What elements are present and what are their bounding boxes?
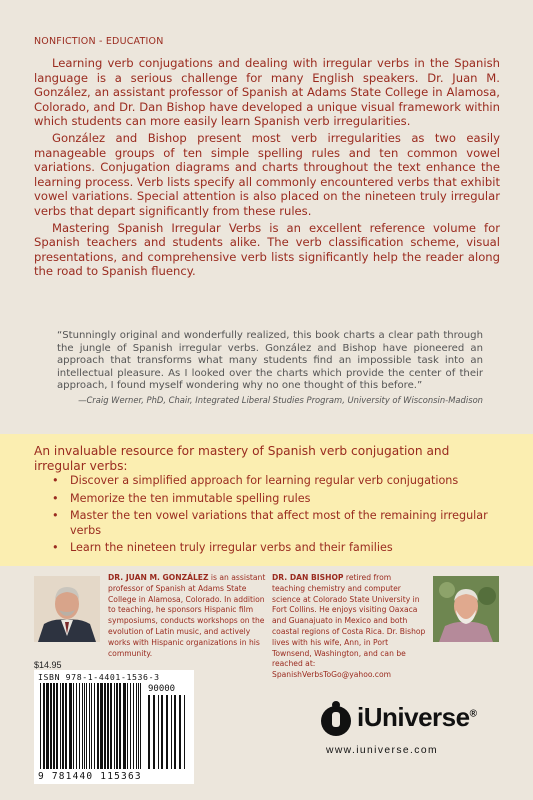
- quote-attribution: —Craig Werner, PhD, Chair, Integrated Liberal Studies Program, University of Wisconsin-Madison: [78, 394, 483, 405]
- bullet-icon: •: [52, 541, 59, 554]
- barcode-bar: [40, 683, 41, 769]
- barcode-bar: [110, 683, 112, 769]
- barcode-bar: [73, 683, 74, 769]
- book-description: [34, 56, 500, 281]
- barcode-bar: [158, 695, 159, 769]
- author-bio-bishop: [272, 573, 426, 681]
- barcode-bar: [136, 683, 137, 769]
- barcode-bar: [133, 683, 134, 769]
- feature-list: [52, 474, 502, 559]
- quote-text: “Stunningly original and wonderfully realized, this book charts a clear path through the jungle of Spanish irregular verbs. González and Bishop have pioneered an approach that transforms what many students find an impossible task into an intellectual pleasure. As I looked over the charts which provide the center of their approach, I found myself wondering why no one thought of this before.”: [57, 330, 483, 391]
- barcode-bar: [76, 683, 77, 769]
- barcode-bar: [97, 683, 99, 769]
- barcode-bar: [184, 695, 185, 769]
- barcode-bar: [56, 683, 58, 769]
- author-name: DR. DAN BISHOP: [272, 573, 344, 582]
- barcode-bar: [84, 683, 85, 769]
- barcode-bar: [69, 683, 72, 769]
- category-label: NONFICTION - EDUCATION: [34, 36, 164, 47]
- iuniverse-logo-icon: [318, 700, 354, 740]
- barcode-bar: [153, 695, 155, 769]
- barcode-bar: [123, 683, 126, 769]
- bullet-icon: •: [52, 474, 59, 487]
- list-item-text: Discover a simplified approach for learning regular verb conjugations: [70, 474, 459, 487]
- portrait-icon: [34, 576, 100, 642]
- price-label: $14.95: [34, 660, 62, 670]
- barcode-bar: [89, 683, 90, 769]
- publisher-name: [357, 702, 476, 733]
- list-item-text: Learn the nineteen truly irregular verbs and their families: [70, 541, 393, 554]
- isbn-barcode: [34, 670, 194, 784]
- barcode-bar: [171, 695, 172, 769]
- barcode-digits: 9 781440 115363: [38, 771, 142, 782]
- endorsement-quote: [57, 330, 483, 406]
- publisher-website: www.iuniverse.com: [326, 745, 438, 756]
- barcode-bar: [104, 683, 106, 769]
- barcode-bar: [179, 695, 181, 769]
- author-bio-text: retired from teaching chemistry and computer science at Colorado State University in Fort Collins. He enjoys visiting Oaxaca and Guanajuato in Mexico and both coastal regions of Costa Rica. Dr. Bishop lives with his wife, Ann, in Port Townsend, Washington, and can be reached at: SpanishVerbsToGo@yahoo.com: [272, 573, 426, 680]
- isbn-number: ISBN 978-1-4401-1536-3: [38, 672, 160, 682]
- barcode-bar: [114, 683, 115, 769]
- barcode-bar: [91, 683, 92, 769]
- list-item-text: Master the ten vowel variations that affect most of the remaining irregular verbs: [70, 509, 488, 537]
- highlight-title: An invaluable resource for mastery of Spanish verb conjugation and irregular verbs:: [34, 444, 450, 473]
- barcode-bar: [127, 683, 128, 769]
- bullet-icon: •: [52, 491, 59, 505]
- description-paragraph: González and Bishop present most verb irregularities as two easily manageable groups of ten simple spelling rules and ten common vowel variations. Conjugation diagrams and charts throughout the text enhance the learning process. Verb lists specify all commonly encountered verbs that exhibit vowel variations. Special attention is also placed on the nineteen truly irregular verbs that depart significantly from these rules.: [34, 130, 500, 218]
- barcode-bar: [161, 695, 163, 769]
- barcode-bar: [138, 683, 139, 769]
- barcode-bar: [174, 695, 176, 769]
- barcode-bar: [86, 683, 87, 769]
- portrait-icon: [433, 576, 499, 642]
- barcode-bar: [50, 683, 52, 769]
- barcode-bar: [148, 695, 150, 769]
- barcode-bar: [100, 683, 103, 769]
- barcode-bar: [107, 683, 109, 769]
- author-bio-text: is an assistant professor of Spanish at Adams State College in Alamosa, Colorado. In addition to teaching, he sponsors Hispanic film symposiums, conducts workshops on the evolution of Latin music, and actively works with Hispanic organizations in his community.: [108, 573, 266, 658]
- description-paragraph: Learning verb conjugations and dealing with irregular verbs in the Spanish language is a serious challenge for many English speakers. Dr. Juan M. González, an assistant professor of Spanish at Adams State College in Alamosa, Colorado, and Dr. Dan Bishop have developed a unique visual framework within which students can more easily learn Spanish verb irregularities.: [34, 56, 500, 129]
- barcode-bar: [116, 683, 118, 769]
- list-item-text: Memorize the ten immutable spelling rules: [70, 491, 311, 505]
- barcode-bar: [46, 683, 49, 769]
- barcode-bar: [166, 695, 168, 769]
- barcode-bar: [140, 683, 141, 769]
- barcode-bar: [65, 683, 67, 769]
- list-item: [52, 492, 502, 507]
- list-item: [52, 509, 502, 538]
- list-item: [52, 474, 502, 489]
- description-paragraph: Mastering Spanish Irregular Verbs is an excellent reference volume for Spanish teachers and students alike. The verb classification scheme, visual presentations, and comprehensive verb lists significantly help the reader along the road to Spanish fluency.: [34, 220, 500, 279]
- barcode-addon-digits: 90000: [148, 684, 176, 694]
- barcode-image: [38, 683, 190, 771]
- barcode-bar: [130, 683, 131, 769]
- barcode-bar: [82, 683, 83, 769]
- publisher-logo: [318, 700, 498, 744]
- list-item: [52, 541, 502, 556]
- author-photo-bishop: [433, 576, 499, 642]
- trademark-symbol: ®: [469, 708, 477, 720]
- barcode-bar: [43, 683, 45, 769]
- author-photo-gonzalez: [34, 576, 100, 642]
- author-bio-gonzalez: [108, 573, 266, 659]
- barcode-bar: [94, 683, 95, 769]
- publisher-name-text: iUniverse: [357, 702, 470, 732]
- barcode-bar: [79, 683, 80, 769]
- barcode-bar: [53, 683, 55, 769]
- barcode-bar: [119, 683, 121, 769]
- barcode-bar: [62, 683, 64, 769]
- author-name: DR. JUAN M. GONZÁLEZ: [108, 573, 209, 582]
- barcode-bar: [60, 683, 61, 769]
- bullet-icon: •: [52, 509, 59, 522]
